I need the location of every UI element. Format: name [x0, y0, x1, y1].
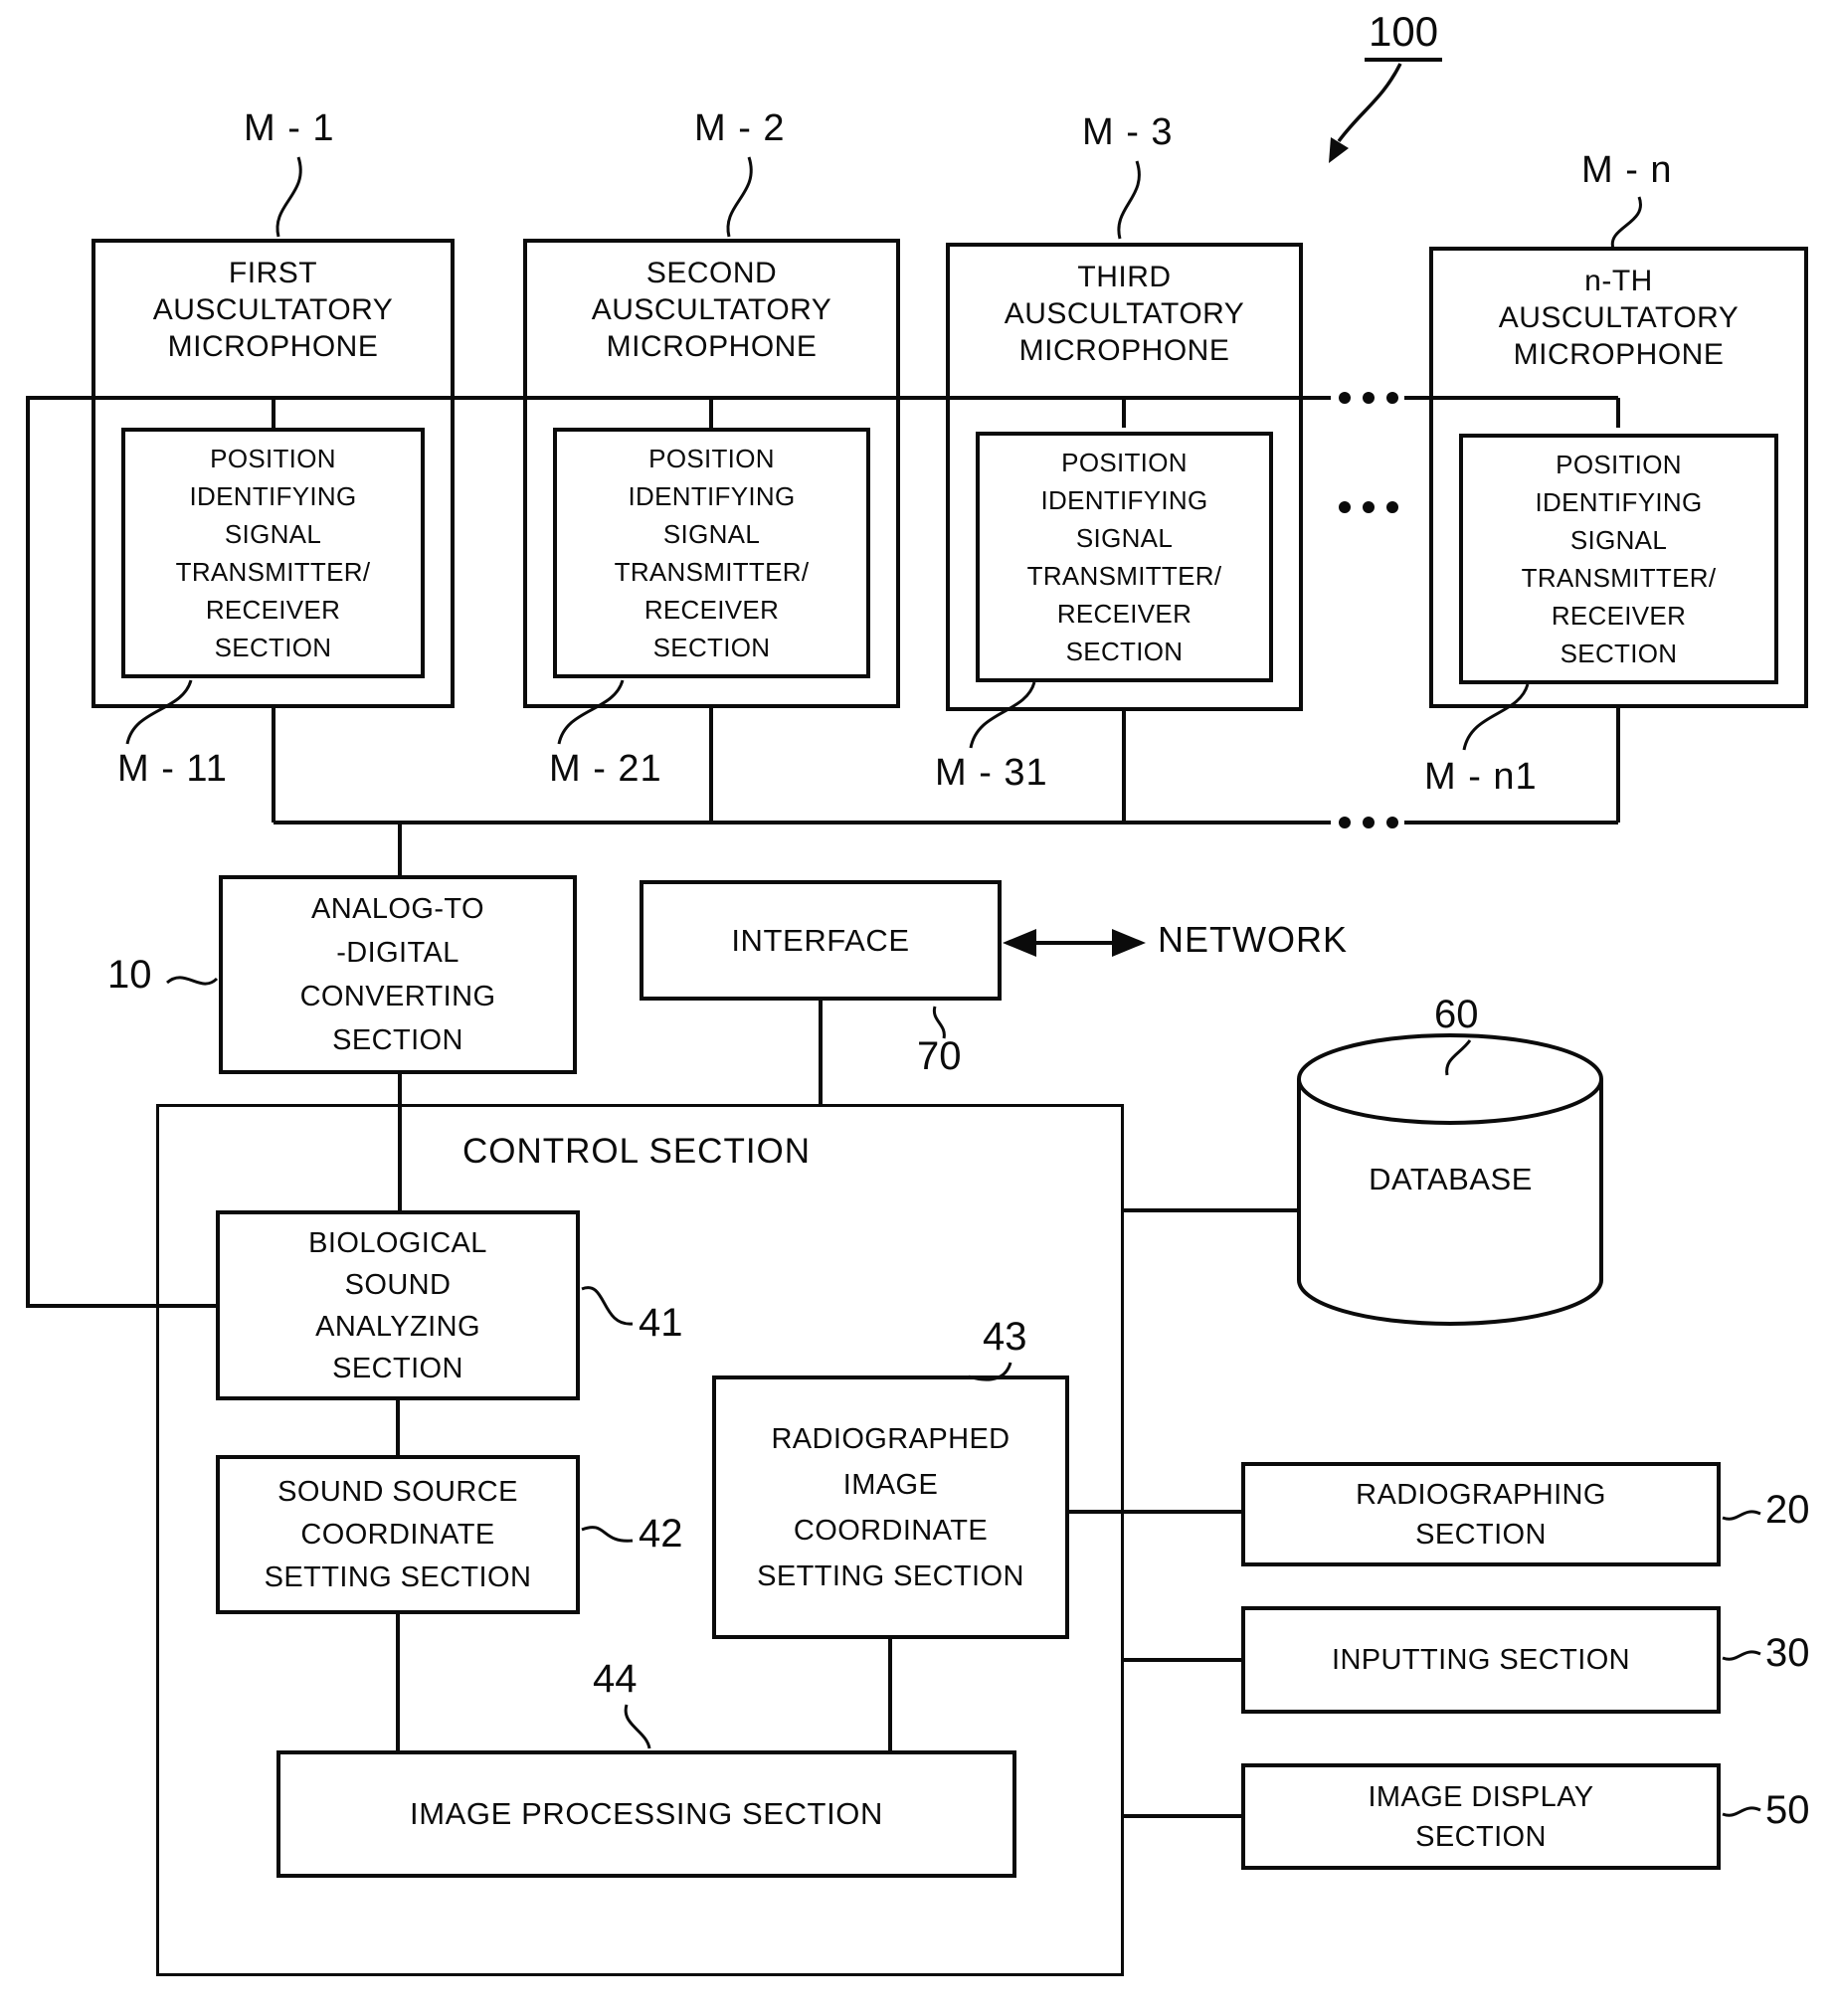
mic3-position-box: POSITION IDENTIFYING SIGNAL TRANSMITTER/ RECEIVER SECTION [976, 432, 1273, 682]
radiographing-ref: 20 [1765, 1488, 1810, 1532]
mic3-ref-label: M - 3 [1082, 111, 1174, 153]
radiographed-ref: 43 [983, 1315, 1027, 1359]
figure-arrow [1329, 64, 1400, 163]
inputting-section-box: INPUTTING SECTION [1241, 1606, 1721, 1714]
ellipsis-dots [1339, 392, 1398, 828]
mic3-title: THIRD [1077, 261, 1172, 293]
radiographing-section-box: RADIOGRAPHING SECTION [1241, 1462, 1721, 1566]
mic1-position-box: POSITION IDENTIFYING SIGNAL TRANSMITTER/ RECEIVER SECTION [121, 428, 425, 678]
mic4-sub-ref: M - n1 [1424, 756, 1538, 798]
image-processing-box: IMAGE PROCESSING SECTION [276, 1750, 1016, 1878]
mic1-title: FIRST [228, 257, 318, 289]
adc-box: ANALOG-TO -DIGITAL CONVERTING SECTION [219, 875, 577, 1074]
mic1-ref-label: M - 1 [244, 107, 335, 149]
image-display-section-box: IMAGE DISPLAY SECTION [1241, 1763, 1721, 1870]
interface-ref: 70 [917, 1034, 962, 1078]
mic3-box: THIRD AUSCULTATORY MICROPHONE [946, 243, 1303, 711]
image-processing-ref: 44 [593, 1657, 638, 1701]
mic1-sub-ref: M - 11 [117, 748, 228, 790]
biological-ref: 41 [639, 1301, 683, 1345]
database-ref: 60 [1434, 993, 1479, 1036]
mic4-position-box: POSITION IDENTIFYING SIGNAL TRANSMITTER/ RECEIVER SECTION [1459, 434, 1778, 684]
sound-source-ref: 42 [639, 1512, 683, 1556]
sound-source-coordinate-box: SOUND SOURCE COORDINATE SETTING SECTION [216, 1455, 580, 1614]
control-section-label: CONTROL SECTION [461, 1132, 812, 1171]
radiographed-image-coordinate-box: RADIOGRAPHED IMAGE COORDINATE SETTING SECTION [712, 1375, 1069, 1639]
mic2-ref-label: M - 2 [694, 107, 786, 149]
biological-sound-analyzing-box: BIOLOGICAL SOUND ANALYZING SECTION [216, 1210, 580, 1400]
adc-ref: 10 [107, 953, 152, 997]
mic3-sub-ref: M - 31 [935, 752, 1048, 794]
interface-box: INTERFACE [640, 880, 1002, 1001]
inputting-ref: 30 [1765, 1631, 1810, 1675]
mic2-position-box: POSITION IDENTIFYING SIGNAL TRANSMITTER/ RECEIVER SECTION [553, 428, 870, 678]
image-display-ref: 50 [1765, 1788, 1810, 1832]
mic4-box: n-TH AUSCULTATORY MICROPHONE [1429, 247, 1808, 708]
mic4-ref-label: M - n [1581, 149, 1673, 191]
mic2-title: SECOND [645, 257, 778, 289]
network-label: NETWORK [1158, 919, 1348, 960]
database-label: DATABASE [1369, 1162, 1533, 1196]
mic2-box: SECOND AUSCULTATORY MICROPHONE [523, 239, 900, 708]
mic1-box: FIRST AUSCULTATORY MICROPHONE [92, 239, 455, 708]
mic4-title: n-TH [1584, 265, 1653, 297]
mic2-sub-ref: M - 21 [549, 748, 662, 790]
figure-ref-label: 100 [1365, 8, 1442, 62]
